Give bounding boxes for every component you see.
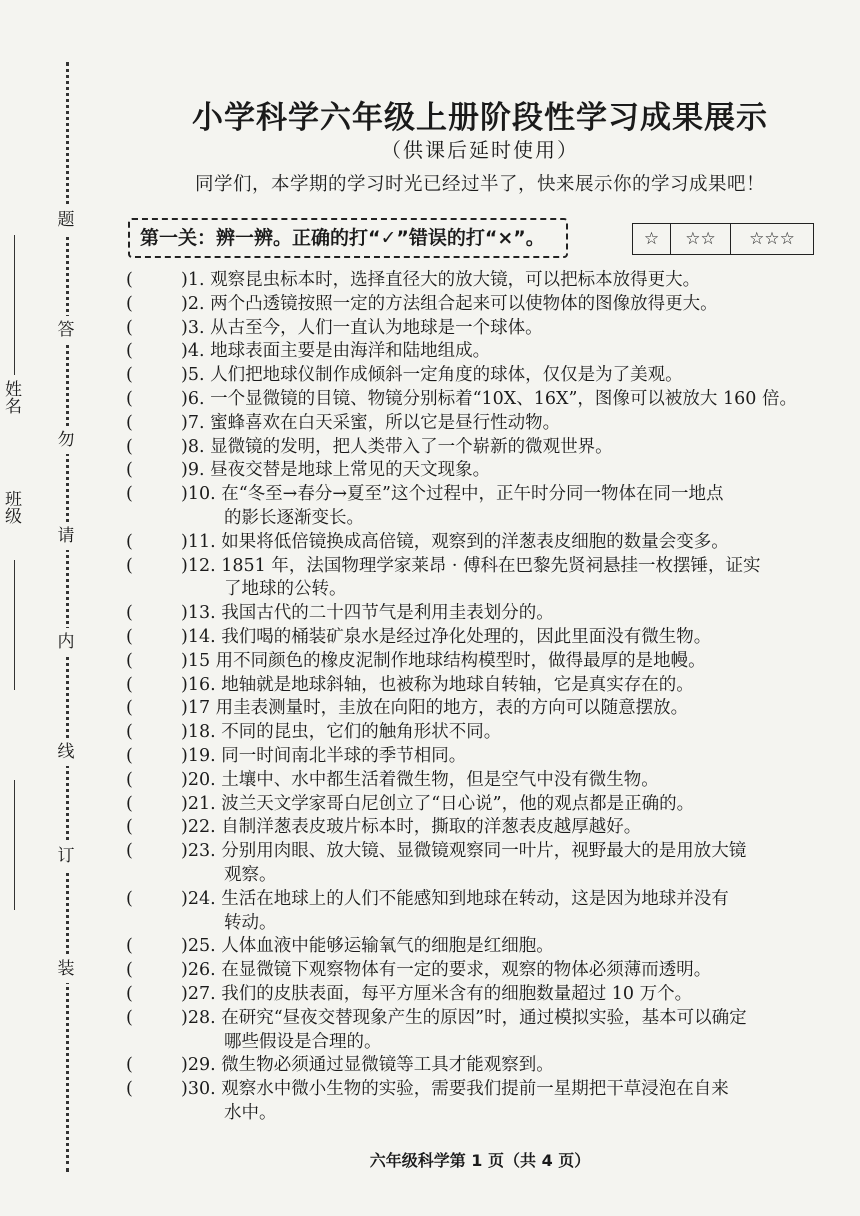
question-text: )24. 生活在地球上的人们不能感知到地球在转动，这是因为地球并没有 (181, 888, 729, 909)
answer-blank[interactable]: ( (126, 1079, 133, 1100)
question-text-continued: 了地球的公转。 (224, 579, 347, 600)
question-item (126, 959, 836, 983)
binding-label-6: 线 (52, 738, 80, 766)
answer-blank[interactable]: ( (126, 460, 133, 481)
question-text: )12. 1851 年，法国物理学家莱昂 · 傅科在巴黎先贤祠悬挂一枚摆锤，证实 (181, 555, 761, 576)
question-text: )23. 分别用肉眼、放大镜、显微镜观察同一叶片，视野最大的是用放大镜 (181, 841, 747, 862)
answer-blank[interactable]: ( (126, 888, 133, 909)
question-item (126, 293, 836, 317)
answer-blank[interactable]: ( (126, 960, 133, 981)
star-rating-2: ☆☆ (671, 224, 731, 254)
class-field-line (14, 560, 15, 690)
answer-blank[interactable]: ( (126, 603, 133, 624)
answer-blank[interactable]: ( (126, 293, 133, 314)
question-item (126, 840, 836, 888)
section-title: 第一关：辨一辨。正确的打“✓”错误的打“×”。 (128, 218, 568, 258)
question-item (126, 555, 836, 603)
answer-blank[interactable]: ( (126, 388, 133, 409)
binding-label-7: 订 (52, 842, 80, 870)
answer-blank[interactable]: ( (126, 650, 133, 671)
star-rating-1: ☆ (633, 224, 671, 254)
answer-blank[interactable]: ( (126, 698, 133, 719)
answer-blank[interactable]: ( (126, 793, 133, 814)
question-text-continued: 观察。 (224, 864, 277, 885)
question-item (126, 483, 836, 531)
question-item (126, 745, 836, 769)
intro-text: 同学们，本学期的学习时光已经过半了，快来展示你的学习成果吧！ (194, 174, 765, 195)
question-item (126, 459, 836, 483)
question-item (126, 769, 836, 793)
question-text: )9. 昼夜交替是地球上常见的天文现象。 (181, 460, 491, 481)
answer-blank[interactable]: ( (126, 270, 133, 290)
question-item (126, 1078, 836, 1126)
page-title: 小学科学六年级上册阶段性学习成果展示 (192, 100, 768, 136)
question-text: )26. 在显微镜下观察物体有一定的要求，观察的物体必须薄而透明。 (181, 960, 712, 981)
question-text: )25. 人体血液中能够运输氧气的细胞是红细胞。 (181, 936, 554, 957)
question-item (126, 317, 836, 341)
question-text: )27. 我们的皮肤表面，每平方厘米含有的细胞数量超过 10 万个。 (181, 983, 693, 1004)
question-text: )6. 一个显微镜的目镜、物镜分别标着“10X、16X”，图像可以被放大 160 倍。 (181, 388, 797, 409)
question-item (126, 674, 836, 698)
answer-blank[interactable]: ( (126, 341, 133, 362)
answer-blank[interactable]: ( (126, 412, 133, 433)
question-item (126, 721, 836, 745)
question-item (126, 602, 836, 626)
question-text-continued: 水中。 (224, 1102, 277, 1123)
question-text: )22. 自制洋葱表皮玻片标本时，撕取的洋葱表皮越厚越好。 (181, 817, 642, 838)
question-item (126, 1054, 836, 1078)
answer-blank[interactable]: ( (126, 1055, 133, 1076)
answer-blank[interactable]: ( (126, 722, 133, 743)
question-text-continued: 的影长逐渐变长。 (224, 507, 364, 528)
question-item (126, 697, 836, 721)
binding-label-3: 勿 (52, 426, 80, 454)
binding-label-1: 题 (52, 206, 80, 234)
question-item (126, 269, 836, 293)
question-text: )2. 两个凸透镜按照一定的方法组合起来可以使物体的图像放得更大。 (181, 293, 718, 314)
answer-blank[interactable]: ( (126, 531, 133, 552)
question-item (126, 531, 836, 555)
question-item (126, 388, 836, 412)
answer-blank[interactable]: ( (126, 436, 133, 457)
question-text: )18. 不同的昆虫，它们的触角形状不同。 (181, 722, 502, 743)
question-text: )30. 观察水中微小生物的实验，需要我们提前一星期把干草浸泡在自来 (181, 1079, 729, 1100)
star-rating-box (632, 223, 814, 255)
question-item (126, 364, 836, 388)
answer-blank[interactable]: ( (126, 817, 133, 838)
answer-blank[interactable]: ( (126, 626, 133, 647)
answer-blank[interactable]: ( (126, 317, 133, 338)
name-field-line (14, 235, 15, 375)
question-item (126, 436, 836, 460)
question-text: )10. 在“冬至→春分→夏至”这个过程中，正午时分同一物体在同一地点 (181, 484, 724, 505)
question-item (126, 412, 836, 436)
page-subtitle: （供课后延时使用） (381, 138, 579, 162)
answer-blank[interactable]: ( (126, 936, 133, 957)
question-text: )8. 显微镜的发明，把人类带入了一个崭新的微观世界。 (181, 436, 613, 457)
question-text: )14. 我们喝的桶装矿泉水是经过净化处理的，因此里面没有微生物。 (181, 626, 712, 647)
answer-blank[interactable]: ( (126, 769, 133, 790)
binding-label-8: 装 (52, 955, 80, 983)
answer-blank[interactable]: ( (126, 983, 133, 1004)
question-text: )1. 观察昆虫标本时，选择直径大的放大镜，可以把标本放得更大。 (181, 270, 701, 290)
question-text: )19. 同一时间南北半球的季节相同。 (181, 745, 467, 766)
question-text: )15 用不同颜色的橡皮泥制作地球结构模型时，做得最厚的是地幔。 (181, 650, 706, 671)
question-text: )3. 从古至今，人们一直认为地球是一个球体。 (181, 317, 543, 338)
page-footer: 六年级科学第 1 页（共 4 页） (369, 1151, 591, 1170)
question-text: )7. 蜜蜂喜欢在白天采蜜，所以它是昼行性动物。 (181, 412, 561, 433)
answer-blank[interactable]: ( (126, 841, 133, 862)
question-item (126, 888, 836, 936)
school-field-line (14, 780, 15, 910)
answer-blank[interactable]: ( (126, 365, 133, 386)
answer-blank[interactable]: ( (126, 484, 133, 505)
question-item (126, 650, 836, 674)
question-item (126, 983, 836, 1007)
answer-blank[interactable]: ( (126, 555, 133, 576)
answer-blank[interactable]: ( (126, 745, 133, 766)
question-text: )4. 地球表面主要是由海洋和陆地组成。 (181, 341, 491, 362)
class-field-label: 班级 (1, 490, 21, 524)
star-rating-3: ☆☆☆ (749, 229, 795, 249)
question-item (126, 793, 836, 817)
question-text-continued: 哪些假设是合理的。 (224, 1031, 382, 1052)
question-item (126, 935, 836, 959)
name-field-label: 姓名 (1, 380, 21, 414)
question-text: )13. 我国古代的二十四节气是利用圭表划分的。 (181, 603, 554, 624)
question-text: )21. 波兰天文学家哥白尼创立了“日心说”，他的观点都是正确的。 (181, 793, 695, 814)
binding-label-2: 答 (52, 316, 80, 344)
binding-label-5: 内 (52, 628, 80, 656)
question-item (126, 816, 836, 840)
question-text: )29. 微生物必须通过显微镜等工具才能观察到。 (181, 1055, 554, 1076)
question-item (126, 340, 836, 364)
question-item (126, 1007, 836, 1055)
question-text: )20. 土壤中、水中都生活着微生物，但是空气中没有微生物。 (181, 769, 659, 790)
answer-blank[interactable]: ( (126, 1007, 133, 1028)
question-list (126, 269, 836, 1126)
question-text: )16. 地轴就是地球斜轴，也被称为地球自转轴，它是真实存在的。 (181, 674, 694, 695)
question-text: )11. 如果将低倍镜换成高倍镜，观察到的洋葱表皮细胞的数量会变多。 (181, 531, 729, 552)
question-text-continued: 转动。 (224, 912, 277, 933)
question-item (126, 626, 836, 650)
binding-label-4: 请 (52, 522, 80, 550)
question-text: )28. 在研究“昼夜交替现象产生的原因”时，通过模拟实验，基本可以确定 (181, 1007, 747, 1028)
question-text: )17 用圭表测量时，圭放在向阳的地方，表的方向可以随意摆放。 (181, 698, 689, 719)
question-text: )5. 人们把地球仪制作成倾斜一定角度的球体，仅仅是为了美观。 (181, 365, 683, 386)
answer-blank[interactable]: ( (126, 674, 133, 695)
